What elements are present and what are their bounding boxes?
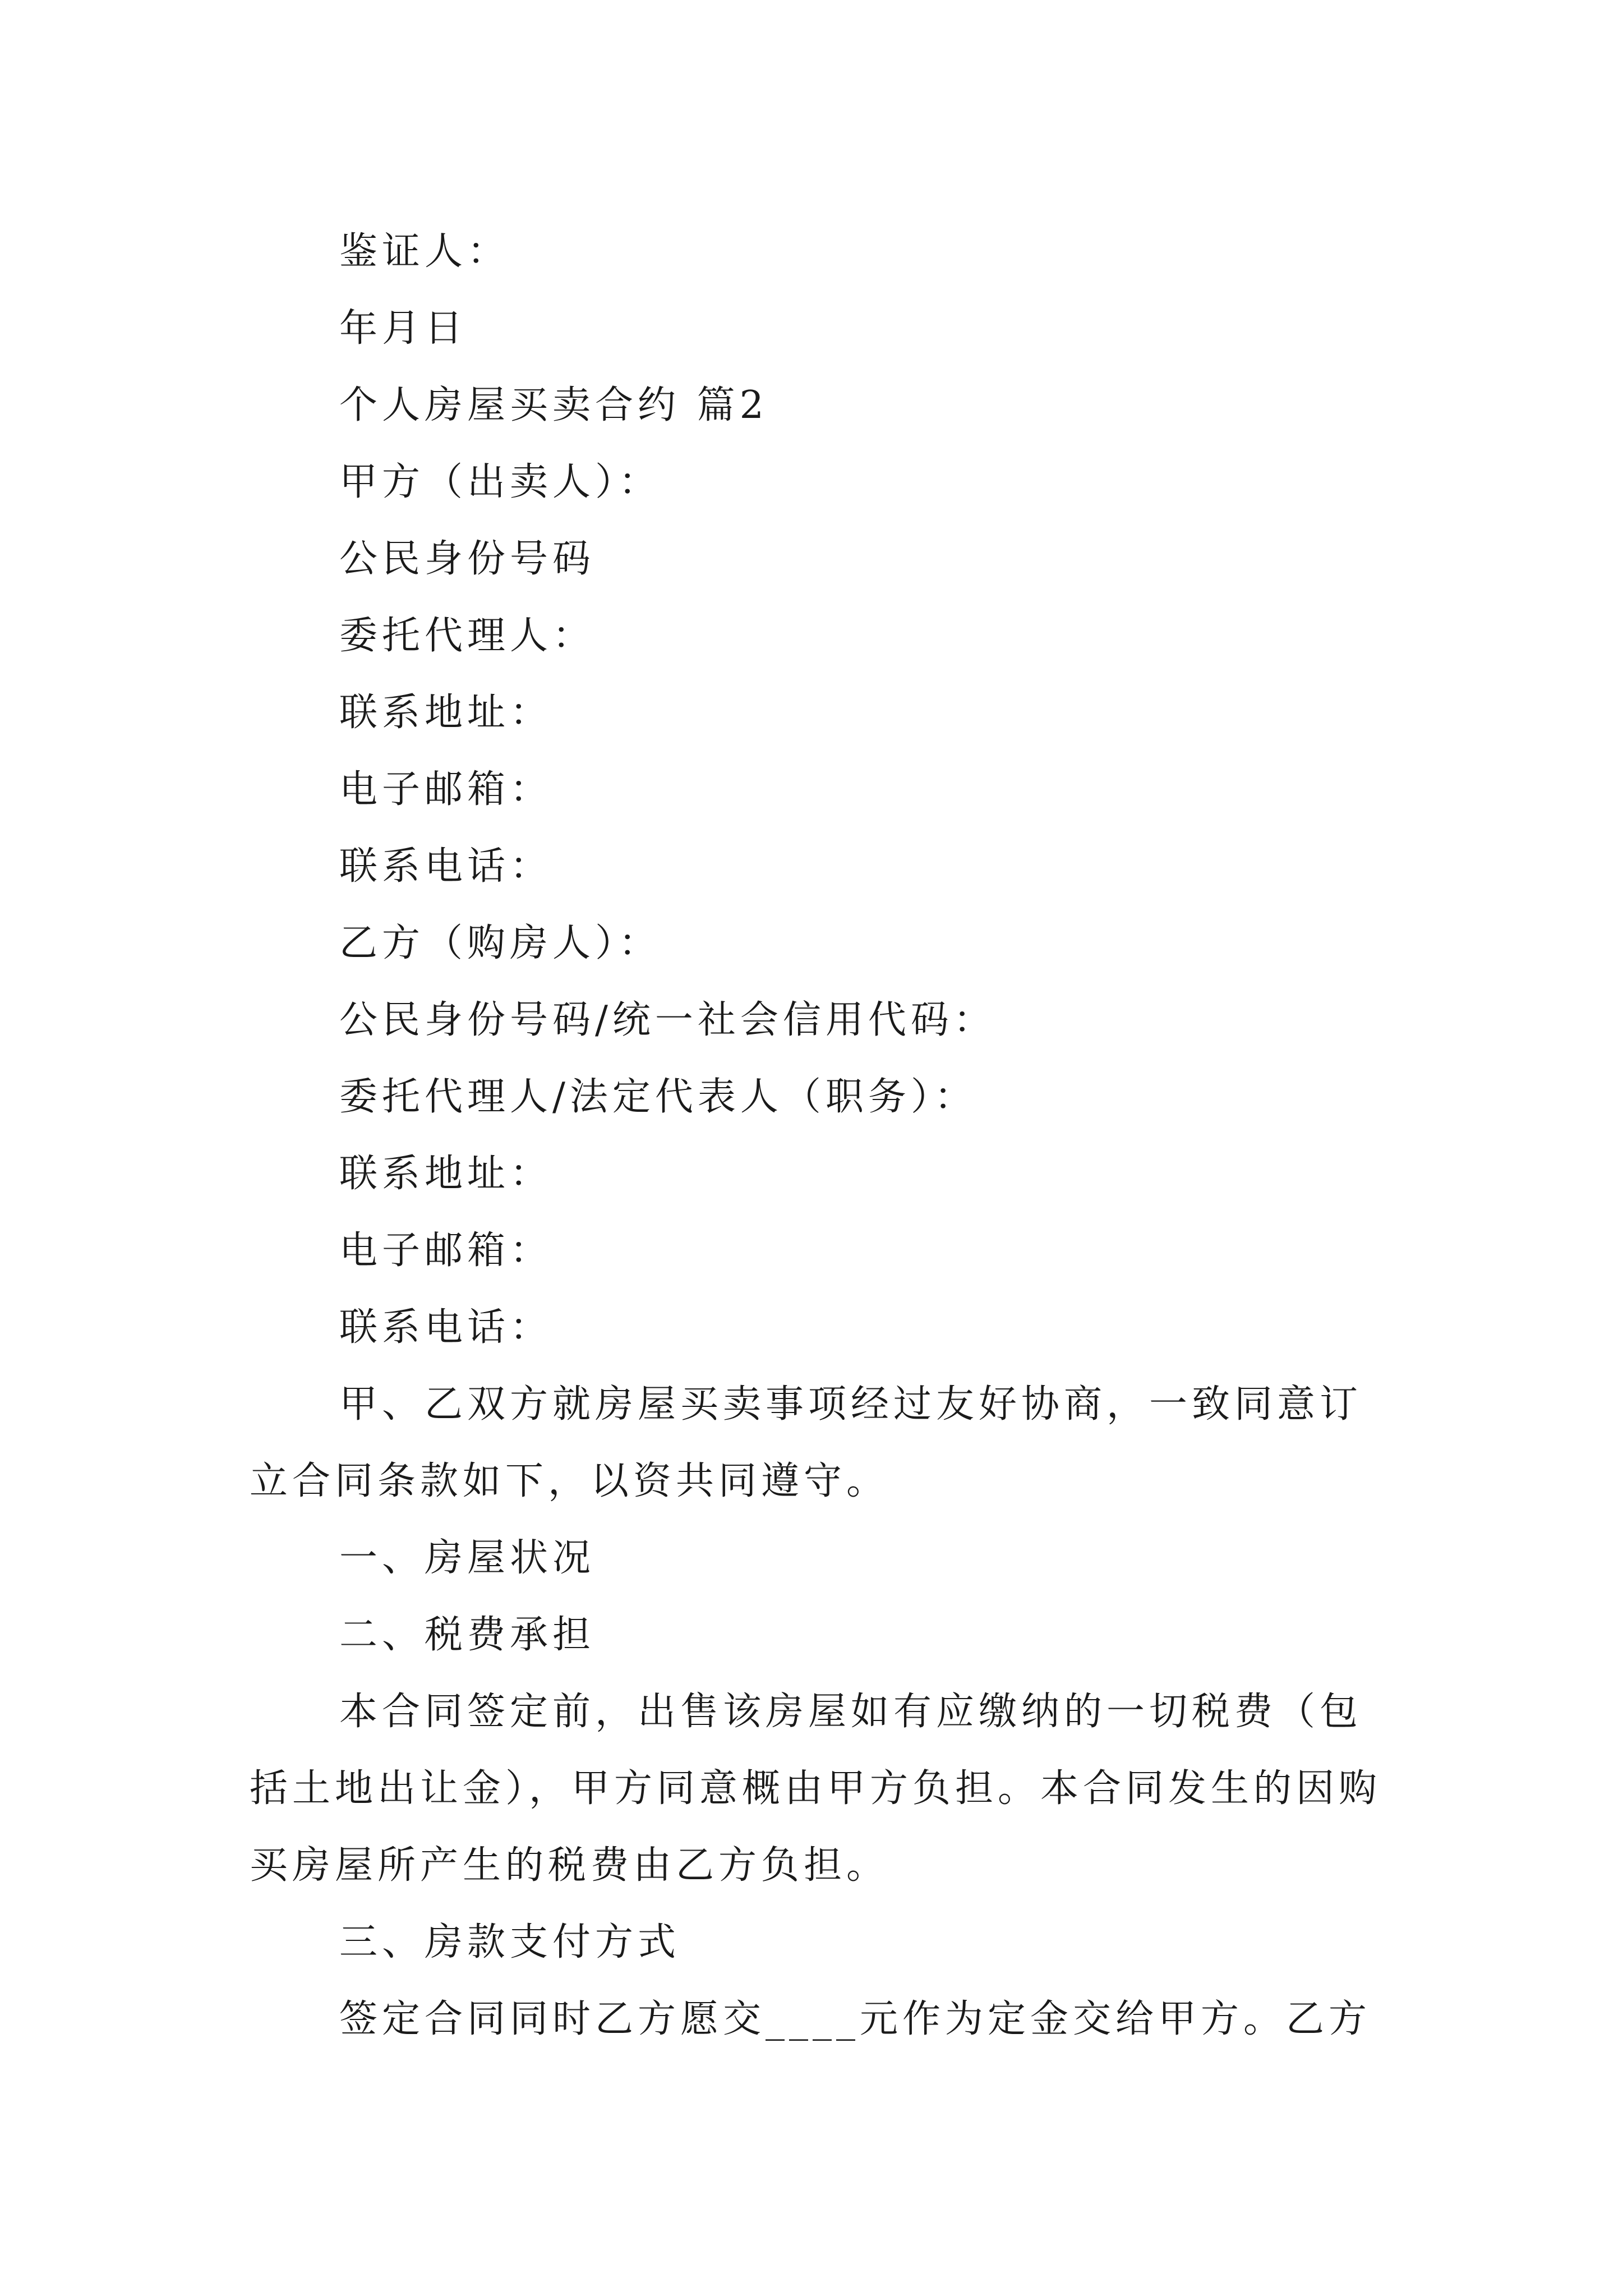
party-a-email-label: 电子邮箱：: [339, 767, 553, 812]
witness-label: 鉴证人：: [339, 229, 510, 274]
party-a-agent-label: 委托代理人：: [339, 614, 596, 658]
party-b-phone-label: 联系电话：: [339, 1305, 553, 1350]
section-heading-2: 二、税费承担: [339, 1613, 596, 1657]
party-a-address-label: 联系地址：: [339, 691, 553, 735]
party-b-id-label: 公民身份号码/统一社会信用代码：: [339, 998, 996, 1042]
section-heading-3: 三、房款支付方式: [339, 1920, 681, 1964]
date-label: 年月日: [339, 306, 468, 351]
party-a-phone-label: 联系电话：: [339, 844, 553, 889]
party-a-id-label: 公民身份号码: [339, 537, 596, 581]
agreement-paragraph: 甲、乙双方就房屋买卖事项经过友好协商，一致同意订立合同条款如下，以资共同遵守。: [250, 1382, 1363, 1503]
party-b-email-label: 电子邮箱：: [339, 1228, 553, 1273]
payment-paragraph: 签定合同同时乙方愿交____元作为定金交给甲方。乙方: [339, 1997, 1372, 2041]
party-b-label: 乙方（购房人）：: [339, 921, 662, 965]
party-a-label: 甲方（出卖人）：: [339, 460, 662, 504]
taxes-paragraph: 本合同签定前，出售该房屋如有应缴纳的一切税费（包括土地出让金），甲方同意概由甲方负担。本合同发生的因购买房屋所产生的税费由乙方负担。: [250, 1690, 1382, 1888]
section-title: 个人房屋买卖合约 篇2: [339, 383, 768, 427]
party-b-agent-label: 委托代理人/法定代表人（职务）：: [339, 1075, 977, 1119]
section-heading-1: 一、房屋状况: [339, 1536, 596, 1580]
document-body: [250, 213, 1382, 2058]
party-b-address-label: 联系地址：: [339, 1152, 553, 1196]
